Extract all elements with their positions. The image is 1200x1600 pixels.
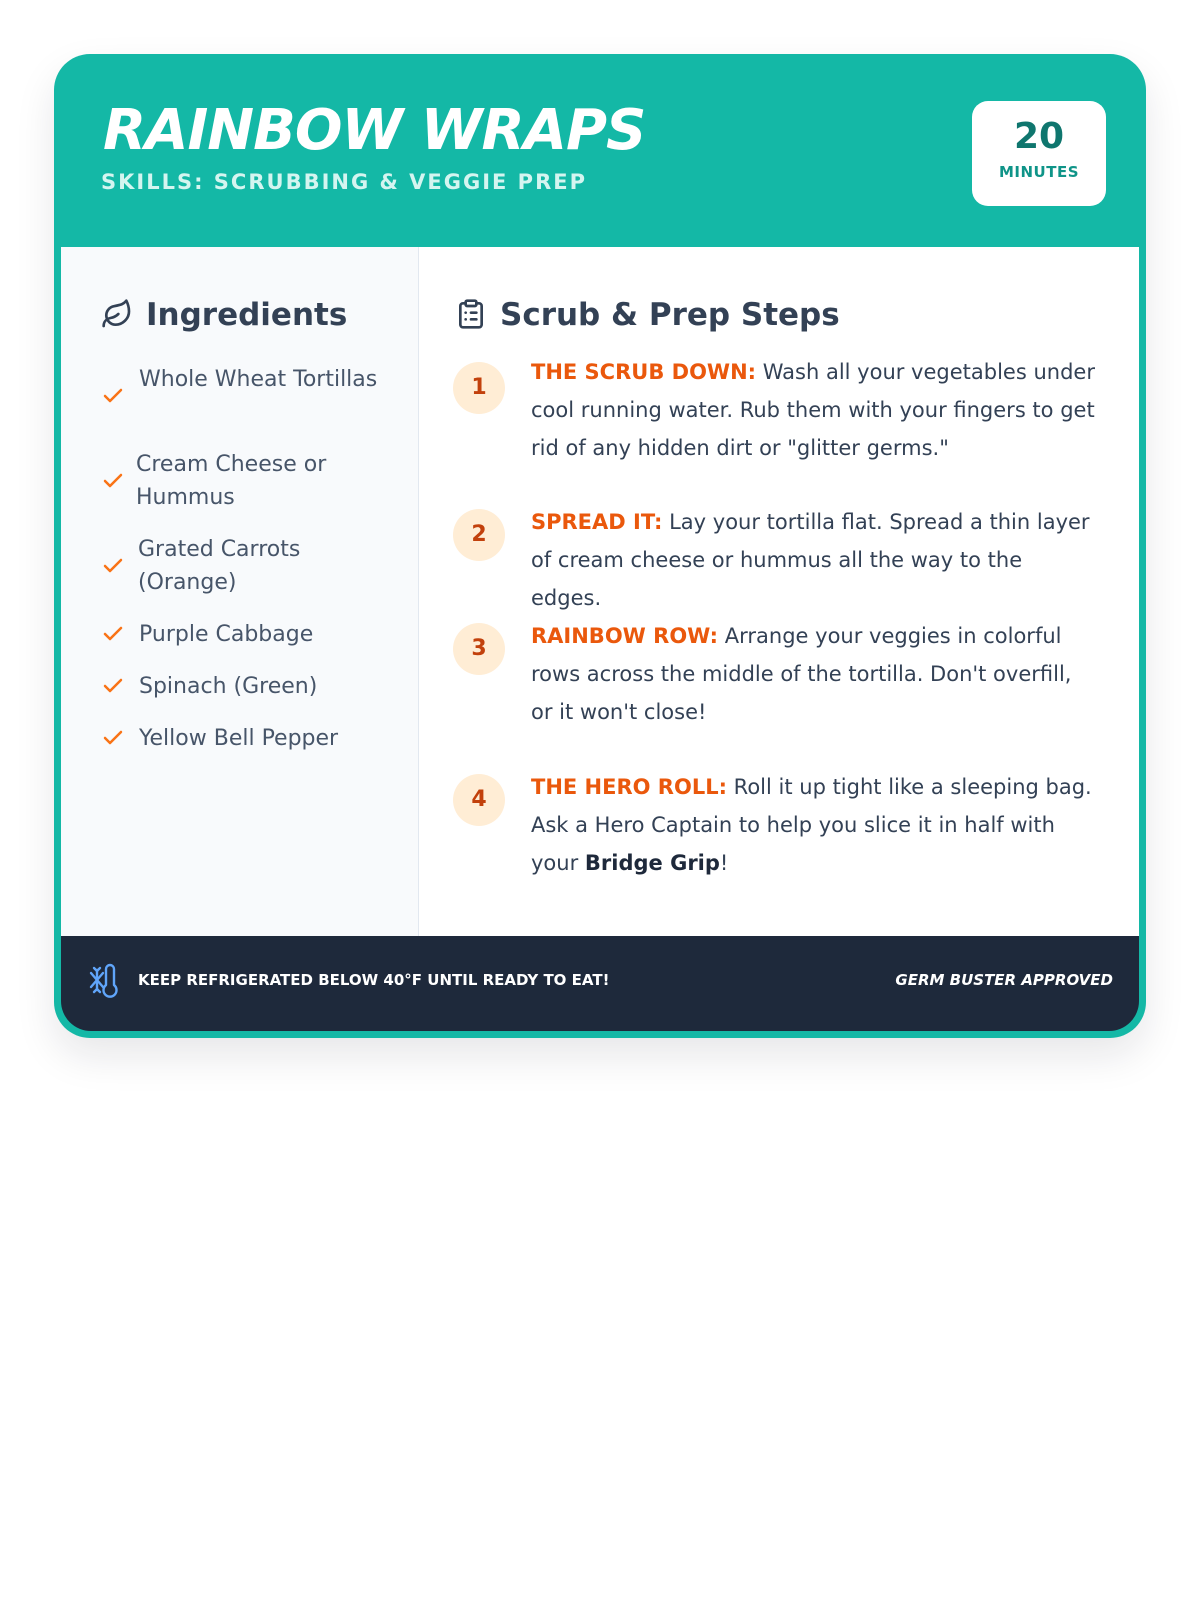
ingredient-item: [101, 363, 401, 433]
check-icon: [101, 674, 125, 698]
ingredient-item: [101, 533, 401, 603]
step-lead: SPREAD IT:: [531, 510, 663, 534]
step-text: [531, 503, 1096, 617]
step-number: 3: [453, 623, 505, 675]
step-body-end: !: [719, 851, 729, 875]
ingredient-label: Grated Carrots (Orange): [138, 537, 301, 595]
step-number: 2: [453, 509, 505, 561]
check-icon: [101, 622, 125, 646]
recipe-title: RAINBOW WRAPS: [103, 98, 646, 163]
time-badge: [972, 101, 1106, 206]
check-icon: [101, 469, 125, 493]
ingredient-label: Yellow Bell Pepper: [139, 726, 339, 751]
ingredients-heading: Ingredients: [146, 297, 348, 333]
recipe-footer: [61, 936, 1139, 1031]
ingredient-label: Purple Cabbage: [139, 622, 314, 647]
time-unit: MINUTES: [998, 163, 1080, 181]
step-lead: THE HERO ROLL:: [531, 775, 727, 799]
steps-heading: Scrub & Prep Steps: [500, 297, 840, 333]
clipboard-icon: [455, 298, 487, 330]
step-body: Wash all your vegetables under cool running water. Rub them with your fingers to get rid of any hidden dirt or "glitter germs.": [531, 360, 1095, 460]
approval-badge: GERM BUSTER APPROVED: [895, 971, 1113, 989]
recipe-header: [54, 54, 1146, 247]
ingredient-item: [101, 448, 401, 518]
step-lead: RAINBOW ROW:: [531, 624, 719, 648]
step-highlight: Bridge Grip: [584, 851, 720, 875]
step-text: [531, 353, 1096, 467]
ingredient-item: [101, 722, 401, 792]
recipe-body: [61, 247, 1139, 936]
step-text: [531, 768, 1096, 882]
step-number: 4: [453, 774, 505, 826]
step-body: Roll it up tight like a sleeping bag. Ask a Hero Captain to help you slice it in half with your: [531, 775, 1092, 875]
ingredient-label: Cream Cheese or Hummus: [136, 452, 327, 510]
check-icon: [101, 554, 125, 578]
storage-note: KEEP REFRIGERATED BELOW 40°F UNTIL READY TO EAT!: [138, 971, 610, 989]
check-icon: [101, 384, 125, 408]
step-number: 1: [453, 362, 505, 414]
ingredients-panel: [61, 247, 419, 936]
step-body: Lay your tortilla flat. Spread a thin layer of cream cheese or hummus all the way to the edges.: [531, 510, 1090, 610]
step-text: [531, 617, 1096, 731]
recipe-card: [54, 54, 1146, 1038]
ingredient-label: Spinach (Green): [139, 674, 318, 699]
thermometer-snowflake-icon: [87, 962, 127, 1002]
check-icon: [101, 726, 125, 750]
ingredient-label: Whole Wheat Tortillas: [139, 367, 378, 392]
step-lead: THE SCRUB DOWN:: [531, 360, 757, 384]
step-body: Arrange your veggies in colorful rows across the middle of the tortilla. Don't overfill, or it won't close!: [531, 624, 1072, 724]
leaf-icon: [101, 298, 133, 330]
recipe-skills: SKILLS: SCRUBBING & VEGGIE PREP: [101, 170, 587, 194]
time-value: 20: [1013, 116, 1065, 157]
